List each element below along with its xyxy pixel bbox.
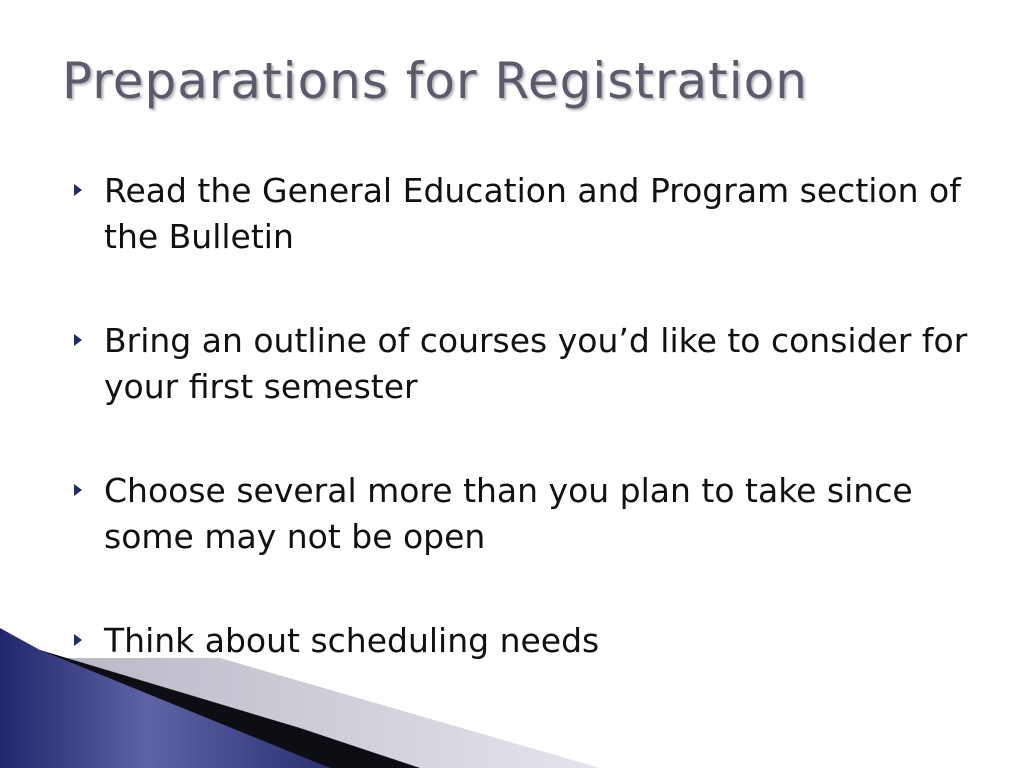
slide-title: Preparations for Registration: [62, 52, 808, 110]
bullet-text: Think about scheduling needs: [104, 621, 600, 660]
corner-swoosh-decoration: [0, 628, 1024, 768]
bullet-text: Read the General Education and Program section of the Bulletin: [104, 171, 961, 256]
triangle-bullet-icon: [74, 334, 82, 346]
bullet-text: Choose several more than you plan to take since some may not be open: [104, 471, 913, 556]
triangle-bullet-icon: [74, 184, 82, 196]
bullet-text: Bring an outline of courses you’d like to consider for your first semester: [104, 321, 968, 406]
triangle-bullet-icon: [74, 484, 82, 496]
bullet-item: [74, 318, 974, 410]
bullet-item: [74, 168, 974, 260]
bullet-item: [74, 468, 974, 560]
